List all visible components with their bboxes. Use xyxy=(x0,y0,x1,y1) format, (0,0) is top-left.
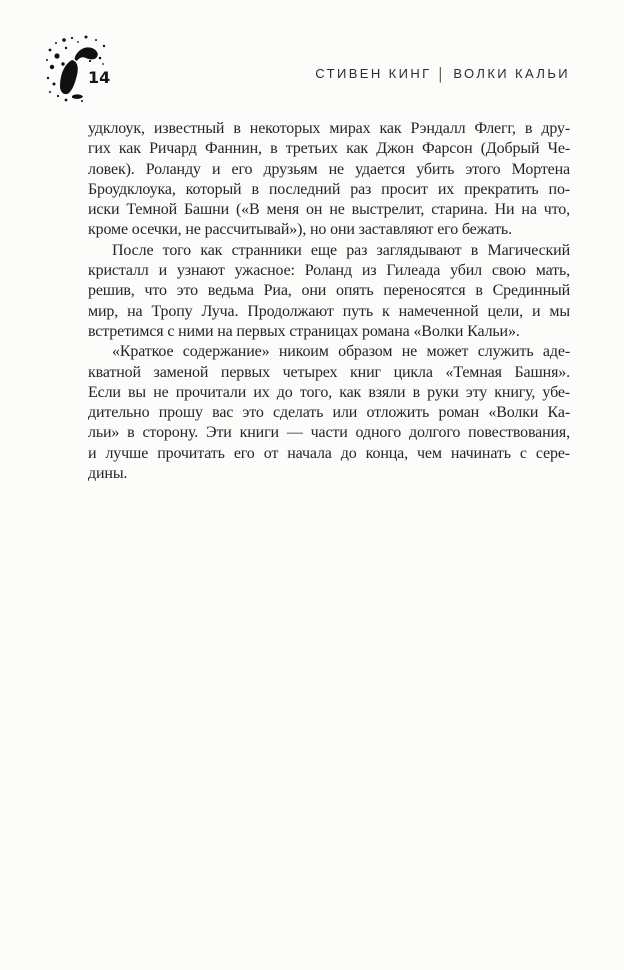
text-line: и лучше прочитать его от начала до конца, чем начинать с сере- xyxy=(88,444,570,462)
running-head xyxy=(315,66,570,81)
paragraph xyxy=(88,119,570,241)
text-line: льи» в сторону. Эти книги — части одного долгого повествования, xyxy=(88,424,570,442)
text-line: иски Темной Башни («В меня он не выстрелит, старина. Ни на что, xyxy=(88,201,570,219)
text-line: Броудклоука, который в последний раз просит их прекратить по- xyxy=(88,180,570,198)
text-line: кроме осечки, не рассчитывай»), но они заставляют его бежать. xyxy=(88,221,512,239)
paragraph xyxy=(88,342,570,484)
text-line: встретимся с ними на первых страницах романа «Волки Кальи». xyxy=(88,322,520,340)
running-head-author: СТИВЕН КИНГ xyxy=(315,66,432,81)
text-line: гих как Ричард Фаннин, в третьих как Джон Фарсон (Добрый Че- xyxy=(88,140,570,158)
text-line: Если вы не прочитали их до того, как взяли в руки эту книгу, убе- xyxy=(88,383,570,401)
text-line: кватной заменой первых четырех книг цикла «Темная Башня». xyxy=(88,363,570,381)
text-line: мир, на Тропу Луча. Продолжают путь к намеченной цели, и мы xyxy=(88,302,570,320)
text-line: кристалл и узнают ужасное: Роланд из Гилеада убил свою мать, xyxy=(88,262,570,280)
text-line: После того как странники еще раз заглядывают в Магический xyxy=(112,241,570,259)
text-line: удклоук, известный в некоторых мирах как Рэндалл Флегг, в дру- xyxy=(88,120,570,137)
text-line: ловек). Роланду и его друзьям не удается убить этого Мортена xyxy=(88,160,570,178)
running-head-separator: | xyxy=(438,64,445,83)
text-line: дины. xyxy=(88,465,128,483)
paragraph xyxy=(88,241,570,342)
running-head-title: ВОЛКИ КАЛЬИ xyxy=(453,66,570,81)
body-text xyxy=(88,119,570,484)
text-line: «Краткое содержание» никоим образом не может служить аде- xyxy=(112,343,570,361)
text-line: дительно прошу вас это сделать или отложить роман «Волки Ка- xyxy=(88,404,570,422)
text-line: решив, что это ведьма Риа, они опять переносятся в Срединный xyxy=(88,282,570,300)
page-number: 14 xyxy=(88,68,111,87)
